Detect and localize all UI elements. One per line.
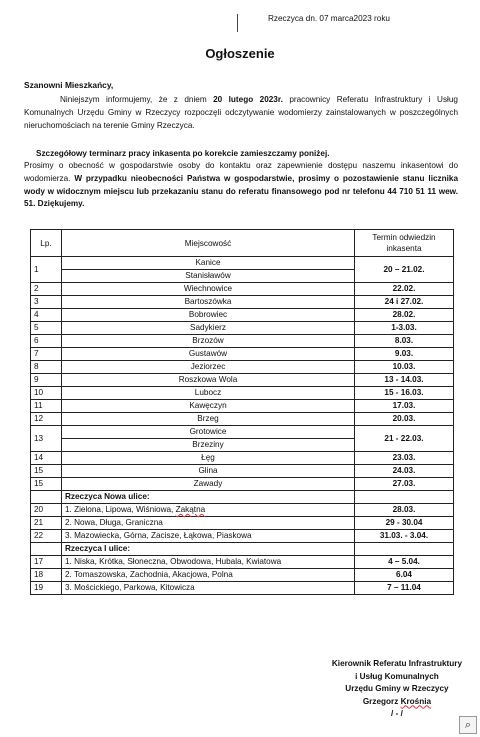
cell-place: Łęg [62, 452, 355, 465]
cell-lp: 13 [31, 426, 62, 452]
cell-term: 9.03. [355, 348, 454, 361]
table-section-row [31, 543, 454, 556]
table-row [31, 413, 454, 426]
intro-date: 20 lutego 2023r. [213, 95, 283, 104]
cell-lp: 2 [31, 283, 62, 296]
table-row [31, 348, 454, 361]
cell-term: 28.03. [355, 504, 454, 517]
cell-lp: 3 [31, 296, 62, 309]
table-row [31, 387, 454, 400]
cell-lp: 20 [31, 504, 62, 517]
cell-place: Lubocz [62, 387, 355, 400]
paragraph-intro [24, 94, 458, 132]
cell-lp: 12 [31, 413, 62, 426]
table-row [31, 556, 454, 569]
table-row [31, 517, 454, 530]
cell-term: 6.04 [355, 569, 454, 582]
cell-term: 22.02. [355, 283, 454, 296]
section-label-rzeczyca-nowa: Rzeczyca Nowa ulice: [62, 491, 355, 504]
zoom-in-icon[interactable]: ⌕ [459, 716, 477, 734]
table-header-row [31, 230, 454, 257]
paragraph-schedule-note: Szczegółowy terminarz pracy inkasenta po korekcie zamieszczamy poniżej. [36, 149, 330, 158]
table-row [31, 426, 454, 439]
request-bold-text: W przypadku nieobecności Państwa w gospodarstwie, prosimy o pozostawienie stanu licznika wody w widocznym miejscu lub przekazaniu stanu do referatu finansowego pod nr telefonu 44 710 51 11 wew. 51. Dziękujemy. [24, 173, 458, 209]
cell-lp: 22 [31, 530, 62, 543]
cell-streets: 2. Nowa, Długa, Graniczna [62, 517, 355, 530]
intro-text-a: Niniejszym informujemy, że z dniem [60, 95, 214, 104]
table-row [31, 283, 454, 296]
cell-lp: 19 [31, 582, 62, 595]
cell-place: Gustawów [62, 348, 355, 361]
table-row [31, 400, 454, 413]
cell-streets: 1. Niska, Krótka, Słoneczna, Obwodowa, Hubala, Kwiatowa [62, 556, 355, 569]
table-row [31, 322, 454, 335]
table-row [31, 582, 454, 595]
cell-lp: 17 [31, 556, 62, 569]
cell-term: 29 - 30.04 [355, 517, 454, 530]
cell-place: Grotowice [62, 426, 355, 439]
cell-term-empty [355, 491, 454, 504]
cell-place: Brzozów [62, 335, 355, 348]
table-row [31, 257, 454, 270]
cell-term: 20 – 21.02. [355, 257, 454, 283]
text-cursor [237, 14, 238, 32]
cell-place: Roszkowa Wola [62, 374, 355, 387]
cell-place: Glina [62, 465, 355, 478]
cell-streets: 2. Tomaszowska, Zachodnia, Akacjowa, Polna [62, 569, 355, 582]
cell-place: Bobrowiec [62, 309, 355, 322]
cell-lp: 15 [31, 478, 62, 491]
table-row [31, 530, 454, 543]
salutation: Szanowni Mieszkańcy, [24, 80, 114, 90]
cell-term: 24.03. [355, 465, 454, 478]
signature-first-name: Grzegorz [362, 696, 401, 706]
cell-term: 10.03. [355, 361, 454, 374]
signature-last-name: Krośnia [400, 696, 432, 706]
cell-place: Stanisławów [62, 270, 355, 283]
paragraph-request [24, 160, 458, 211]
cell-lp: 8 [31, 361, 62, 374]
streets-text: 1. Zielona, Lipowa, Wiśniowa, [65, 505, 176, 514]
header-place: Miejscowość [62, 230, 355, 257]
request-text: Prosimy o obecność w gospodarstwie osoby do kontaktu oraz zapewnienie dostępu naszemu inkasentowi do wodomierza. [24, 161, 458, 183]
signature-line: i Usług Komunalnych [355, 671, 439, 681]
signature-block [332, 658, 462, 721]
table-row [31, 296, 454, 309]
document-date: Rzeczyca dn. 07 marca2023 roku [268, 14, 390, 23]
signature-line: Kierownik Referatu Infrastruktury [331, 659, 462, 668]
cell-term: 27.03. [355, 478, 454, 491]
cell-place: Brzeg [62, 413, 355, 426]
cell-lp: 15 [31, 465, 62, 478]
cell-lp: 21 [31, 517, 62, 530]
table-row [31, 504, 454, 517]
cell-term: 13 - 14.03. [355, 374, 454, 387]
cell-place: Kanice [62, 257, 355, 270]
cell-lp-empty [31, 491, 62, 504]
cell-place: Jeziorzec [62, 361, 355, 374]
cell-streets: 3. Mościckiego, Parkowa, Kitowicza [62, 582, 355, 595]
cell-lp: 11 [31, 400, 62, 413]
table-section-row [31, 491, 454, 504]
table-row [31, 452, 454, 465]
table-row [31, 335, 454, 348]
cell-lp: 6 [31, 335, 62, 348]
cell-term: 24 i 27.02. [355, 296, 454, 309]
cell-place: Kawęczyn [62, 400, 355, 413]
table-row [31, 361, 454, 374]
cell-place: Brzeziny [62, 439, 355, 452]
signature-line: Urzędu Gminy w Rzeczycy [345, 684, 449, 693]
signature-name [332, 696, 462, 709]
cell-term: 15 - 16.03. [355, 387, 454, 400]
cell-lp: 5 [31, 322, 62, 335]
table-row [31, 374, 454, 387]
cell-streets: 3. Mazowiecka, Górna, Zacisze, Łąkowa, Piaskowa [62, 530, 355, 543]
cell-term: 8.03. [355, 335, 454, 348]
cell-lp: 4 [31, 309, 62, 322]
cell-place: Wiechnowice [62, 283, 355, 296]
streets-text-underlined: Zakątna [175, 505, 206, 514]
cell-streets [62, 504, 355, 517]
cell-place: Sadykierz [62, 322, 355, 335]
signature-mark: / - / [391, 709, 403, 718]
cell-term: 21 - 22.03. [355, 426, 454, 452]
cell-term: 23.03. [355, 452, 454, 465]
header-term: Termin odwiedzin inkasenta [355, 230, 454, 257]
cell-term: 20.03. [355, 413, 454, 426]
cell-lp: 1 [31, 257, 62, 283]
cell-term: 7 – 11.04 [355, 582, 454, 595]
table-row [31, 569, 454, 582]
table-row [31, 478, 454, 491]
cell-place: Zawady [62, 478, 355, 491]
intro-text-b: pracownicy Referatu Infrastruktury i Usług Komunalnych Urzędu Gminy w Rzeczycy rozpoczęli odczytywanie wodomierzy zainstalowanych w poszczególnych nieruchomościach na terenie Gminy Rzeczyca. [24, 95, 458, 130]
section-label-rzeczyca-i: Rzeczyca I ulice: [62, 543, 355, 556]
table-row [31, 309, 454, 322]
table-row [31, 465, 454, 478]
document-title: Ogłoszenie [205, 46, 275, 61]
cell-term: 4 – 5.04. [355, 556, 454, 569]
cell-term: 31.03. - 3.04. [355, 530, 454, 543]
cell-term: 17.03. [355, 400, 454, 413]
cell-lp: 14 [31, 452, 62, 465]
cell-lp-empty [31, 543, 62, 556]
cell-lp: 18 [31, 569, 62, 582]
schedule-table [30, 229, 454, 595]
cell-place: Bartoszówka [62, 296, 355, 309]
header-lp: Lp. [31, 230, 62, 257]
cell-lp: 7 [31, 348, 62, 361]
cell-lp: 10 [31, 387, 62, 400]
cell-term: 28.02. [355, 309, 454, 322]
cell-term: 1-3.03. [355, 322, 454, 335]
cell-term-empty [355, 543, 454, 556]
cell-lp: 9 [31, 374, 62, 387]
